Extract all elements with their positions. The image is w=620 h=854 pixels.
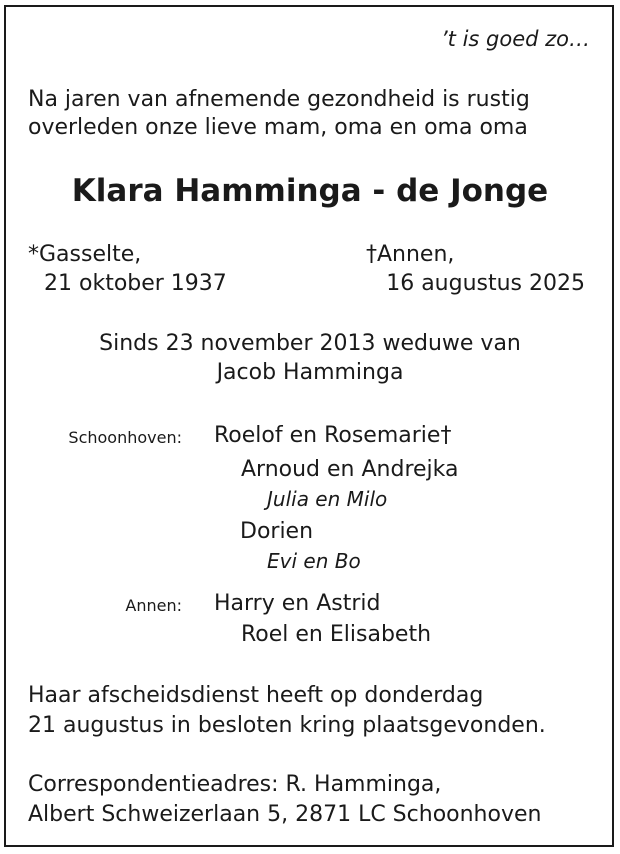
deceased-cross-icon: † xyxy=(440,423,452,448)
child-dorien: Dorien xyxy=(240,519,314,544)
death-place-line xyxy=(366,244,454,266)
widow-line-1: Sinds 23 november 2013 weduwe van xyxy=(99,331,521,356)
widow-line-2: Jacob Hamminga xyxy=(216,360,404,385)
grandchildren-julia-milo: Julia en Milo xyxy=(267,487,388,511)
place-label-schoonhoven: Schoonhoven: xyxy=(68,428,182,447)
birth-place-line xyxy=(28,244,141,266)
correspondence-line-1: Correspondentieadres: R. Hamminga, xyxy=(28,772,442,797)
motto: ’t is goed zo… xyxy=(440,27,590,51)
death-date: 16 augustus 2025 xyxy=(386,271,585,296)
child-arnoud: Arnoud en Andrejka xyxy=(241,457,459,482)
death-place: Annen, xyxy=(377,242,455,267)
correspondence-line-2: Albert Schweizerlaan 5, 2871 LC Schoonhoven xyxy=(28,802,542,827)
birth-date: 21 oktober 1937 xyxy=(44,271,227,296)
family-head-annen: Harry en Astrid xyxy=(214,591,381,616)
death-cross-icon: † xyxy=(366,242,377,267)
birth-asterisk-icon: * xyxy=(28,242,39,267)
service-line-2: 21 augustus in besloten kring plaatsgevonden. xyxy=(28,713,546,738)
family-head-names: Roelof en Rosemarie xyxy=(214,423,441,448)
family-head-schoonhoven xyxy=(214,425,451,447)
birth-place: Gasselte, xyxy=(39,242,142,267)
intro-line-1: Na jaren van afnemende gezondheid is rustig xyxy=(28,87,530,112)
place-label-annen: Annen: xyxy=(125,596,182,615)
service-line-1: Haar afscheidsdienst heeft op donderdag xyxy=(28,683,484,708)
deceased-name: Klara Hamminga - de Jonge xyxy=(71,173,549,209)
intro-line-2: overleden onze lieve mam, oma en oma oma xyxy=(28,115,528,140)
child-roel: Roel en Elisabeth xyxy=(241,622,432,647)
grandchildren-evi-bo: Evi en Bo xyxy=(267,549,361,573)
